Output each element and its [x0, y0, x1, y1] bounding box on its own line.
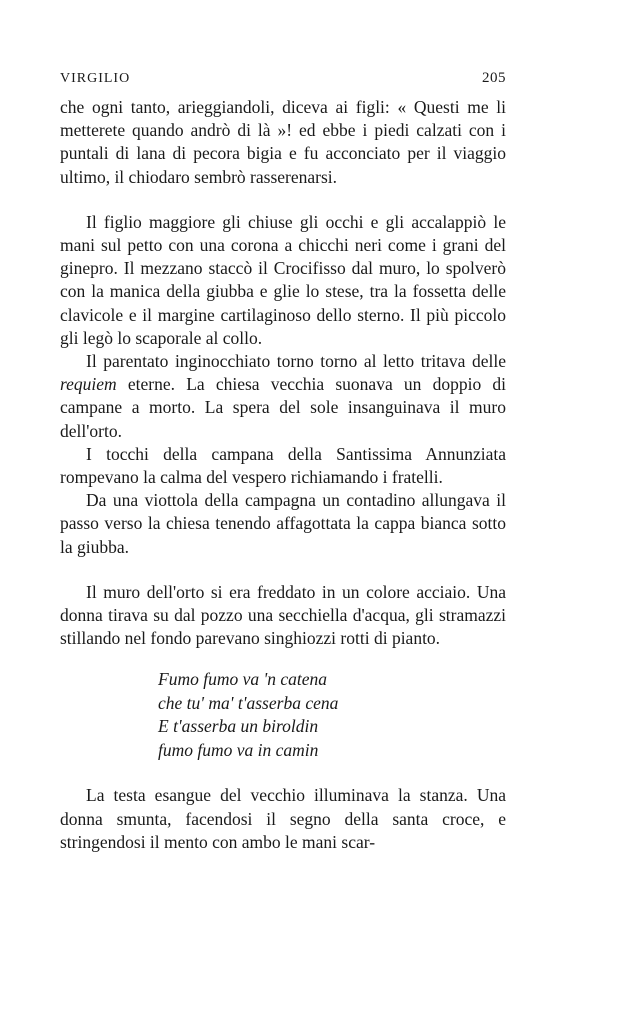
poem	[158, 668, 506, 762]
paragraph-continuation: che ogni tanto, arieggiandoli, diceva ai figli: « Questi me li metterete quando andrò di là »! ed ebbe i piedi calzati con i puntali di lana di pecora bigia e fu acconciato per il viaggio ultimo, il chiodaro sembrò rasserenarsi.	[60, 97, 506, 187]
requiem-emphasis: requiem	[60, 374, 117, 395]
poem-line: Fumo fumo va 'n catena	[158, 669, 327, 690]
paragraph-parentato-start: Il parentato inginocchiato torno torno al letto tritava delle	[86, 351, 506, 372]
paragraph-figlio: Il figlio maggiore gli chiuse gli occhi e gli accalappiò le mani sul petto con una corona a chicchi neri come i grani del ginepro. Il mezzano staccò il Crocifisso dal muro, lo spolverò con la manica della giubba e glie lo stese, tra la fossetta delle clavicole e il margine cartilaginoso dello sterno. Il più piccolo gli legò lo scaporale al collo.	[60, 211, 506, 348]
poem-line: E t'asserba un biroldin	[158, 716, 319, 737]
paragraph-tocchi: I tocchi della campana della Santissima Annunziata rompevano la calma del vespero richiamando i fratelli.	[60, 443, 506, 488]
paragraph-parentato	[60, 350, 506, 443]
page-number: 205	[482, 70, 506, 86]
page-header	[60, 70, 506, 96]
book-page	[60, 70, 506, 854]
body-text	[60, 96, 506, 854]
poem-line: fumo fumo va in camin	[158, 739, 319, 760]
paragraph-testa: La testa esangue del vecchio illuminava la stanza. Una donna smunta, facendosi il segno della santa croce, e stringendosi il mento con ambo le mani scar-	[60, 785, 506, 852]
paragraph-viottola: Da una viottola della campagna un contadino allungava il passo verso la chiesa tenendo affagottata la cappa bianca sotto la giubba.	[60, 490, 506, 557]
paragraph-muro: Il muro dell'orto si era freddato in un colore acciaio. Una donna tirava su dal pozzo una secchiella d'acqua, gli stramazzi stillando nel fondo parevano singhiozzi rotti di pianto.	[60, 581, 506, 649]
paragraph-parentato-end: eterne. La chiesa vecchia suonava un doppio di campane a morto. La spera del sole insanguinava il muro dell'orto.	[60, 374, 506, 441]
running-head: VIRGILIO	[60, 71, 131, 86]
poem-line: che tu' ma' t'asserba cena	[158, 692, 339, 713]
